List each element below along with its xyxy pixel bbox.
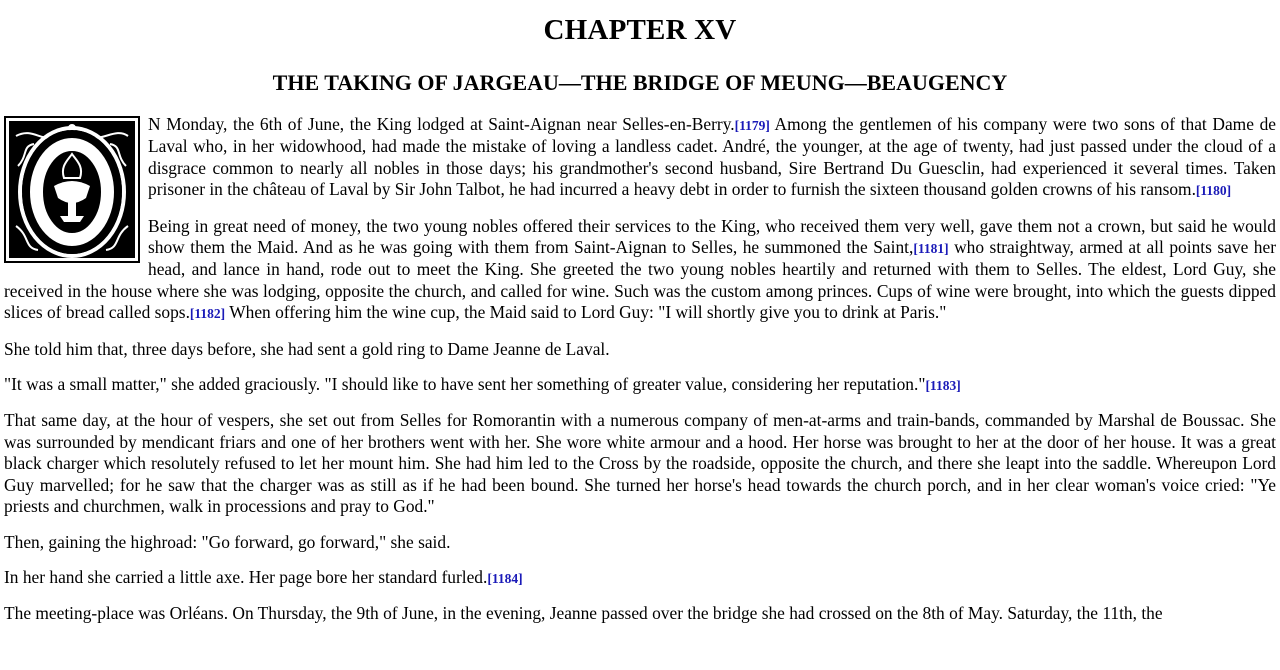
ornamental-initial-O-icon [4,116,140,263]
footnote-link[interactable]: [1182] [189,306,226,322]
paragraph-4 [4,374,1276,396]
footnote-link[interactable]: [1183] [925,378,961,394]
paragraph-2 [4,216,1276,325]
paragraph-6 [4,532,1276,553]
paragraph-text: "It was a small matter," she added graciously. "I should like to have sent her something of greater value, considering her reputation." [4,374,926,395]
paragraph-8 [4,603,1276,624]
paragraph-3 [4,339,1276,360]
paragraph-text: That same day, at the hour of vespers, she set out from Selles for Romorantin with a numerous company of men-at-arms and train-bands, commanded by Marshal de Boussac. She was surrounded by mendicant friars and one of her brothers went with her. She wore white armour and a hood. Her horse was brought to her at the door of her house. It was a great black charger which resolutely refused to let her mount him. She had him led to the Cross by the roadside, opposite the church, and there she leapt into the saddle. Whereupon Lord Guy marvelled; for he saw that the charger was as still as if he had been bound. She turned her horse's head towards the church porch, and in her clear woman's voice cried: "Ye priests and churchmen, walk in processions and pray to God." [4,410,1276,517]
paragraph-1 [4,114,1276,202]
paragraph-text: N Monday, the 6th of June, the King lodged at Saint-Aignan near Selles-en-Berry. [148,114,735,134]
chapter-subtitle: THE TAKING OF JARGEAU—THE BRIDGE OF MEUNG—BEAUGENCY [272,70,1008,95]
paragraph-text: She told him that, three days before, she had sent a gold ring to Dame Jeanne de Laval. [4,338,610,359]
paragraph-text: Then, gaining the highroad: "Go forward, go forward," she said. [4,531,451,552]
chapter-page [4,0,1276,625]
paragraph-text: The meeting-place was Orléans. On Thursday, the 9th of June, in the evening, Jeanne passed over the bridge she had crossed on the 8th of May. Saturday, the 11th, the [4,603,1163,624]
paragraph-5 [4,410,1276,517]
paragraph-text: When offering him the wine cup, the Maid said to Lord Guy: "I will shortly give you to drink at Paris." [225,302,947,323]
paragraph-7 [4,567,1276,589]
footnote-link[interactable]: [1180] [1195,183,1232,199]
paragraph-text: In her hand she carried a little axe. Her page bore her standard furled. [4,566,488,587]
footnote-link[interactable]: [1179] [734,118,770,133]
paragraph-text: Among the gentlemen of his company were two sons of that Dame de Laval who, in her widowhood, had made the mistake of loving a landless cadet. André, the younger, at the age of twenty, had just passed under the cloud of a disgrace common to nearly all nobles in those days; his grandmother's second husband, Sire Bertrand Du Guesclin, had experienced it several times. Taken prisoner in the château of Laval by Sir John Talbot, he had incurred a heavy debt in order to furnish the sixteen thousand golden crowns of his ransom. [148,114,1276,200]
paragraph-text: Being in great need of money, the two young nobles offered their services to the King, who received them very well, gave them not a crown, but said he would show them the Maid. And as he was going with them from Saint-Aignan to Selles, he summoned the Saint, [148,215,1276,258]
paragraph-text: who straightway, armed at all points save her head, and lance in hand, rode out to meet the King. She greeted the two young nobles heartily and returned with them to Selles. The eldest, Lord Guy, she received in the house where she was lodging, opposite the church, and called for wine. Such was the custom among princes. Cups of wine were brought, into which the guests dipped slices of bread called sops. [4,237,1277,323]
footnote-link[interactable]: [1184] [487,570,523,586]
chapter-title: CHAPTER XV [543,14,737,46]
footnote-link[interactable]: [1181] [913,241,949,257]
